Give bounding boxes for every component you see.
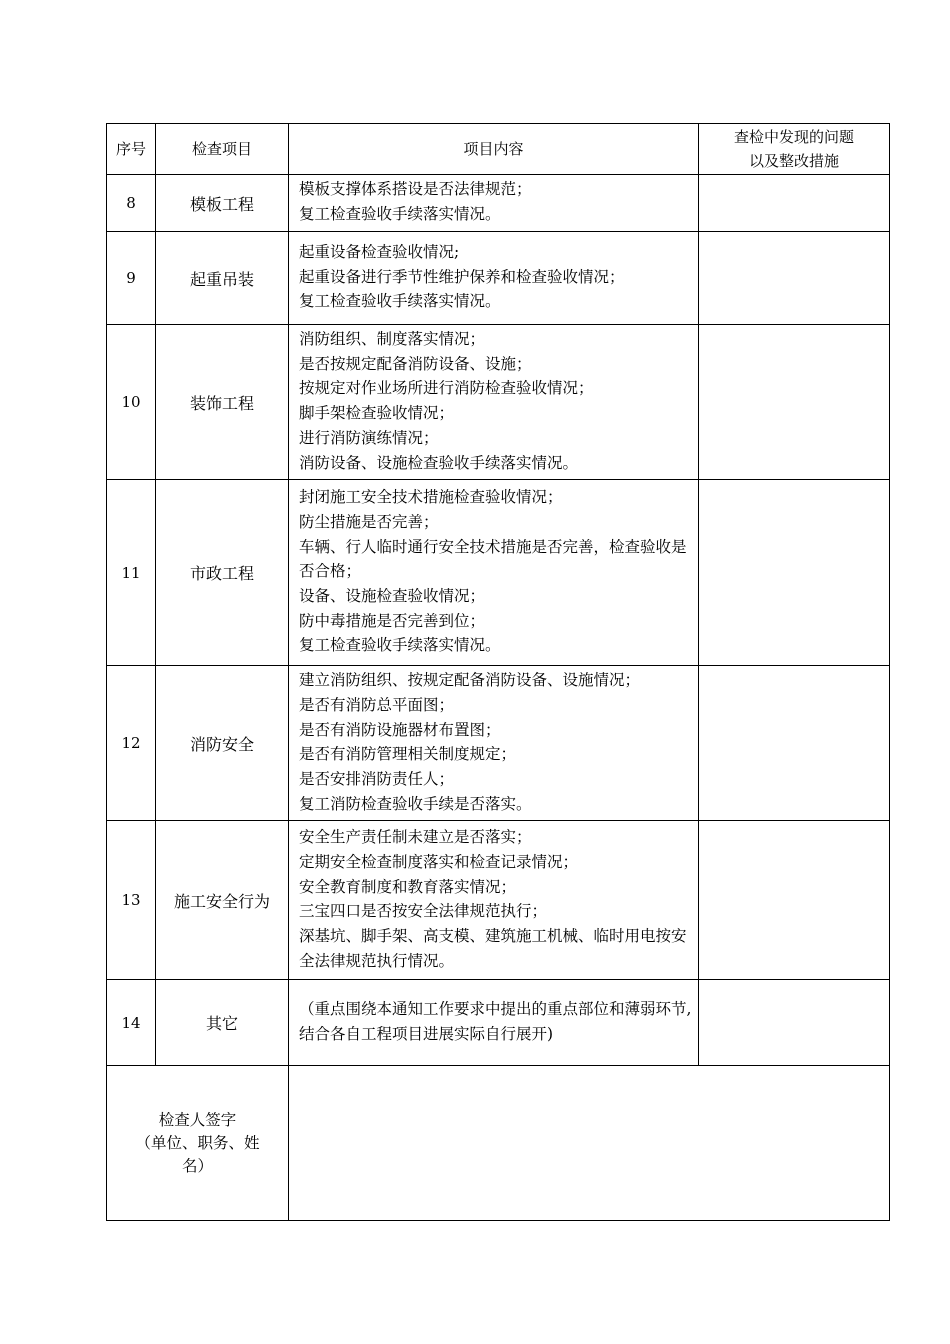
- table-row: [107, 821, 890, 980]
- signature-label: [107, 1066, 289, 1221]
- inspection-table: [106, 123, 890, 1221]
- content-line: 深基坑、脚手架、高支模、建筑施工机械、临时用电按安全法律规范执行情况。: [299, 927, 687, 970]
- signature-label-line3: 名）: [181, 1156, 213, 1175]
- row-item: 起重吊装: [156, 232, 289, 325]
- content-line: 是否安排消防责任人；: [299, 770, 455, 789]
- row-content: [289, 666, 699, 821]
- content-line: 模板支撑体系搭设是否法律规范；: [299, 180, 532, 199]
- content-line: 是否有消防总平面图；: [299, 695, 455, 714]
- row-item: 消防安全: [156, 666, 289, 821]
- row-issues-cell[interactable]: [699, 666, 890, 821]
- row-issues-cell[interactable]: [699, 821, 890, 980]
- content-line: 是否有消防管理相关制度规定；: [299, 745, 517, 764]
- row-content: [289, 821, 699, 980]
- content-line: （重点围绕本通知工作要求中提出的重点部位和薄弱环节,结合各自工程项目进展实际自行展开): [299, 1000, 692, 1043]
- row-issues-cell[interactable]: [699, 175, 890, 232]
- content-line: 脚手架检查验收情况；: [299, 404, 455, 423]
- content-line: 建立消防组织、按规定配备消防设备、设施情况；: [299, 671, 641, 690]
- content-line: 消防组织、制度落实情况；: [299, 330, 486, 348]
- content-line: 防中毒措施是否完善到位；: [299, 611, 486, 630]
- content-line: 按规定对作业场所进行消防检查验收情况；: [299, 379, 594, 398]
- row-issues-cell[interactable]: [699, 325, 890, 480]
- row-number: 9: [107, 232, 156, 325]
- header-content: 项目内容: [289, 124, 699, 175]
- table-row: [107, 480, 890, 666]
- content-line: 复工消防检查验收手续是否落实。: [299, 794, 532, 813]
- content-line: 定期安全检查制度落实和检查记录情况；: [299, 853, 579, 872]
- row-number: 14: [107, 980, 156, 1066]
- content-line: 三宝四口是否按安全法律规范执行；: [299, 902, 548, 921]
- row-item: 施工安全行为: [156, 821, 289, 980]
- row-item: 市政工程: [156, 480, 289, 666]
- header-num: 序号: [107, 124, 156, 175]
- row-content: [289, 980, 699, 1066]
- content-line: 安全生产责任制未建立是否落实；: [299, 828, 532, 847]
- table-row: [107, 666, 890, 821]
- header-issues-line2: 以及整改措施: [748, 152, 839, 170]
- signature-field[interactable]: [289, 1066, 890, 1221]
- row-issues-cell[interactable]: [699, 480, 890, 666]
- row-issues-cell[interactable]: [699, 232, 890, 325]
- content-line: 设备、设施检查验收情况；: [299, 587, 486, 606]
- row-item: 其它: [156, 980, 289, 1066]
- signature-row: [107, 1066, 890, 1221]
- content-line: 安全教育制度和教育落实情况；: [299, 877, 517, 896]
- row-number: 10: [107, 325, 156, 480]
- header-issues-line1: 查检中发现的问题: [733, 128, 854, 146]
- table-row: [107, 980, 890, 1066]
- row-issues-cell[interactable]: [699, 980, 890, 1066]
- row-content: [289, 232, 699, 325]
- row-number: 8: [107, 175, 156, 232]
- content-line: 复工检查验收手续落实情况。: [299, 636, 501, 655]
- content-line: 复工检查验收手续落实情况。: [299, 292, 501, 311]
- table-row: [107, 175, 890, 232]
- signature-label-line2: （单位、职务、姓: [135, 1133, 260, 1152]
- content-line: 进行消防演练情况；: [299, 428, 439, 447]
- content-line: 复工检查验收手续落实情况。: [299, 205, 501, 223]
- content-line: 起重设备检查验收情况;: [299, 242, 460, 261]
- row-number: 12: [107, 666, 156, 821]
- header-issues: [699, 124, 890, 175]
- signature-label-line1: 检查人签字: [158, 1110, 237, 1129]
- row-content: [289, 175, 699, 232]
- content-line: 起重设备进行季节性维护保养和检查验收情况；: [299, 267, 625, 286]
- content-line: 封闭施工安全技术措施检查验收情况；: [299, 488, 563, 507]
- row-content: [289, 325, 699, 480]
- row-item: 模板工程: [156, 175, 289, 232]
- row-number: 11: [107, 480, 156, 666]
- table-row: [107, 325, 890, 480]
- table-header-row: [107, 124, 890, 175]
- content-line: 车辆、行人临时通行安全技术措施是否完善，检查验收是否合格；: [299, 537, 687, 581]
- content-line: 是否有消防设施器材布置图；: [299, 720, 501, 739]
- row-content: [289, 480, 699, 666]
- content-line: 消防设备、设施检查验收手续落实情况。: [299, 453, 579, 472]
- header-item: 检查项目: [156, 124, 289, 175]
- table-row: [107, 232, 890, 325]
- row-item: 装饰工程: [156, 325, 289, 480]
- content-line: 防尘措施是否完善；: [299, 512, 439, 531]
- content-line: 是否按规定配备消防设备、设施；: [299, 354, 532, 373]
- row-number: 13: [107, 821, 156, 980]
